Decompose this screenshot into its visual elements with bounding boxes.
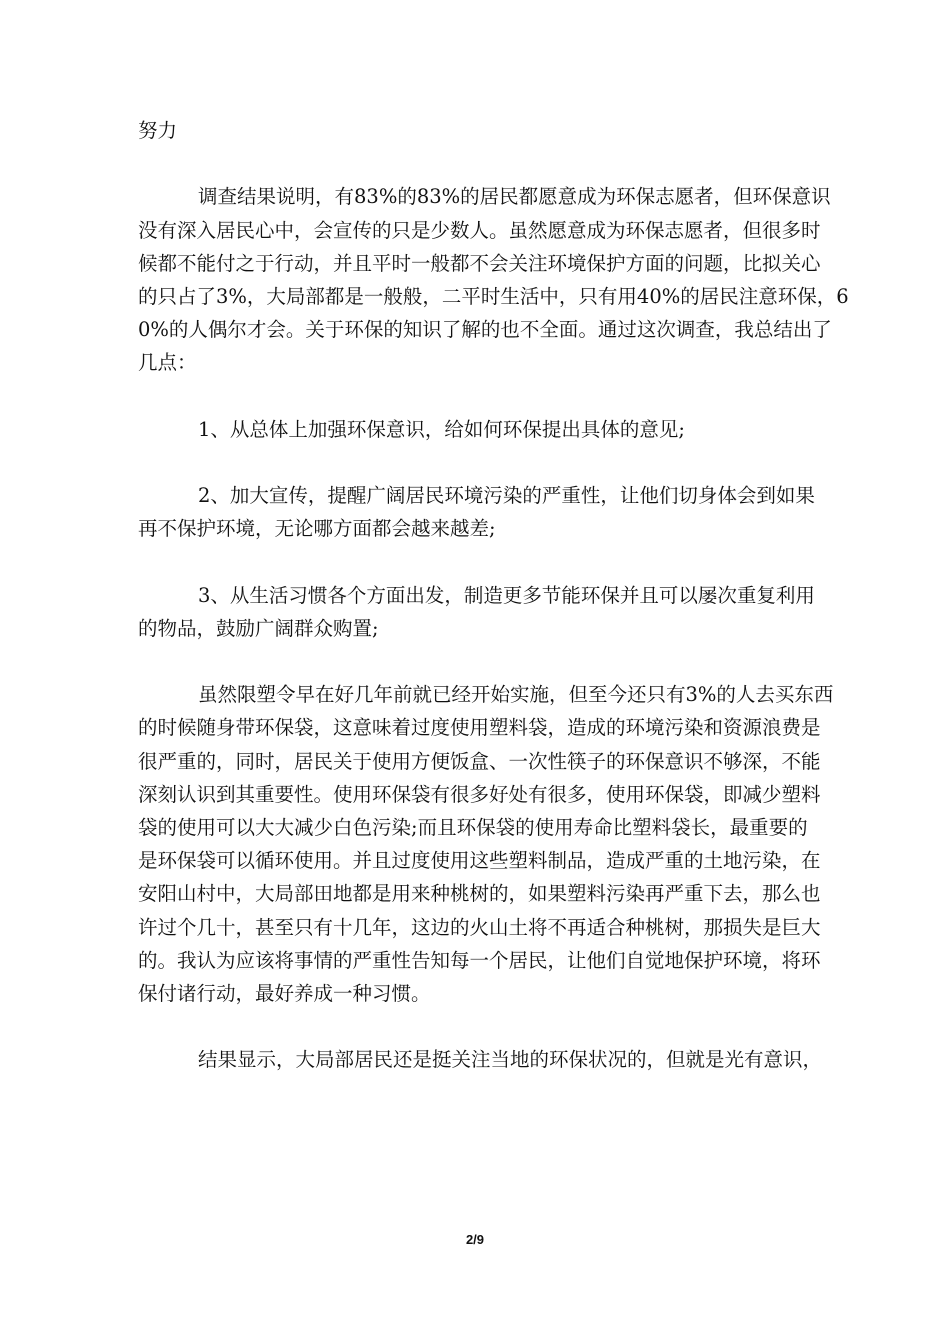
paragraph-line: 许过个几十，甚至只有十几年，这边的火山土将不再适合种桃树，那损失是巨大 bbox=[138, 915, 821, 939]
document-body bbox=[138, 114, 849, 1076]
paragraph-gap bbox=[138, 147, 818, 180]
paragraph-line: 虽然限塑令早在好几年前就已经开始实施，但至今还只有3%的人去买东西 bbox=[198, 683, 834, 707]
paragraph-line: 的物品，鼓励广阔群众购置; bbox=[138, 616, 379, 640]
paragraph-line: 候都不能付之于行动，并且平时一般都不会关注环境保护方面的问题，比拟关心 bbox=[138, 251, 821, 275]
paragraph-plastic-bags bbox=[138, 678, 834, 1010]
paragraph-line: 再不保护环境，无论哪方面都会越来越差; bbox=[138, 517, 496, 541]
paragraph-line: 调查结果说明，有83%的83%的居民都愿意成为环保志愿者，但环保意识 bbox=[198, 185, 831, 209]
paragraph-line: 的。我认为应该将事情的严重性告知每一个居民，让他们自觉地保护环境，将环 bbox=[138, 948, 821, 972]
paragraph-results-summary bbox=[138, 1043, 823, 1076]
paragraph-line: 2、加大宣传，提醒广阔居民环境污染的严重性，让他们切身体会到如果 bbox=[198, 484, 815, 508]
paragraph-line: 是环保袋可以循环使用。并且过度使用这些塑料制品，造成严重的土地污染，在 bbox=[138, 849, 821, 873]
paragraph-line: 的时候随身带环保袋，这意味着过度使用塑料袋，造成的环境污染和资源浪费是 bbox=[138, 716, 821, 740]
paragraph-line: 0%的人偶尔才会。关于环保的知识了解的也不全面。通过这次调查，我总结出了 bbox=[138, 318, 832, 342]
paragraph-gap bbox=[138, 1010, 818, 1043]
paragraph-line: 结果显示，大局部居民还是挺关注当地的环保状况的，但就是光有意识， bbox=[198, 1048, 823, 1072]
list-item-3 bbox=[138, 579, 818, 645]
paragraph-gap bbox=[138, 545, 818, 578]
paragraph-line: 没有深入居民心中，会宣传的只是少数人。虽然愿意成为环保志愿者，但很多时 bbox=[138, 218, 821, 242]
paragraph-line: 深刻认识到其重要性。使用环保袋有很多好处有很多，使用环保袋，即减少塑料 bbox=[138, 782, 821, 806]
paragraph-line: 的只占了3%，大局部都是一般般，二平时生活中，只有用40%的居民注意环保，6 bbox=[138, 284, 849, 308]
paragraph-gap bbox=[138, 380, 818, 413]
paragraph-line: 几点： bbox=[138, 351, 197, 375]
list-item-1 bbox=[138, 413, 818, 446]
heading-fragment: 努力 bbox=[138, 119, 178, 142]
page-number: 2/9 bbox=[465, 1232, 485, 1247]
paragraph-gap bbox=[138, 645, 818, 678]
paragraph-line: 很严重的，同时，居民关于使用方便饭盒、一次性筷子的环保意识不够深，不能 bbox=[138, 749, 821, 773]
paragraph-line: 保付诸行动，最好养成一种习惯。 bbox=[138, 981, 431, 1005]
paragraph-line: 安阳山村中，大局部田地都是用来种桃树的，如果塑料污染再严重下去，那么也 bbox=[138, 882, 821, 906]
paragraph-survey-results bbox=[138, 180, 849, 379]
list-item-2 bbox=[138, 479, 818, 545]
paragraph-line: 袋的使用可以大大减少白色污染;而且环保袋的使用寿命比塑料袋长，最重要的 bbox=[138, 815, 808, 839]
paragraph-line: 3、从生活习惯各个方面出发，制造更多节能环保并且可以屡次重复利用 bbox=[198, 583, 815, 607]
paragraph-gap bbox=[138, 446, 818, 479]
paragraph-line: 1、从总体上加强环保意识，给如何环保提出具体的意见; bbox=[198, 417, 685, 441]
